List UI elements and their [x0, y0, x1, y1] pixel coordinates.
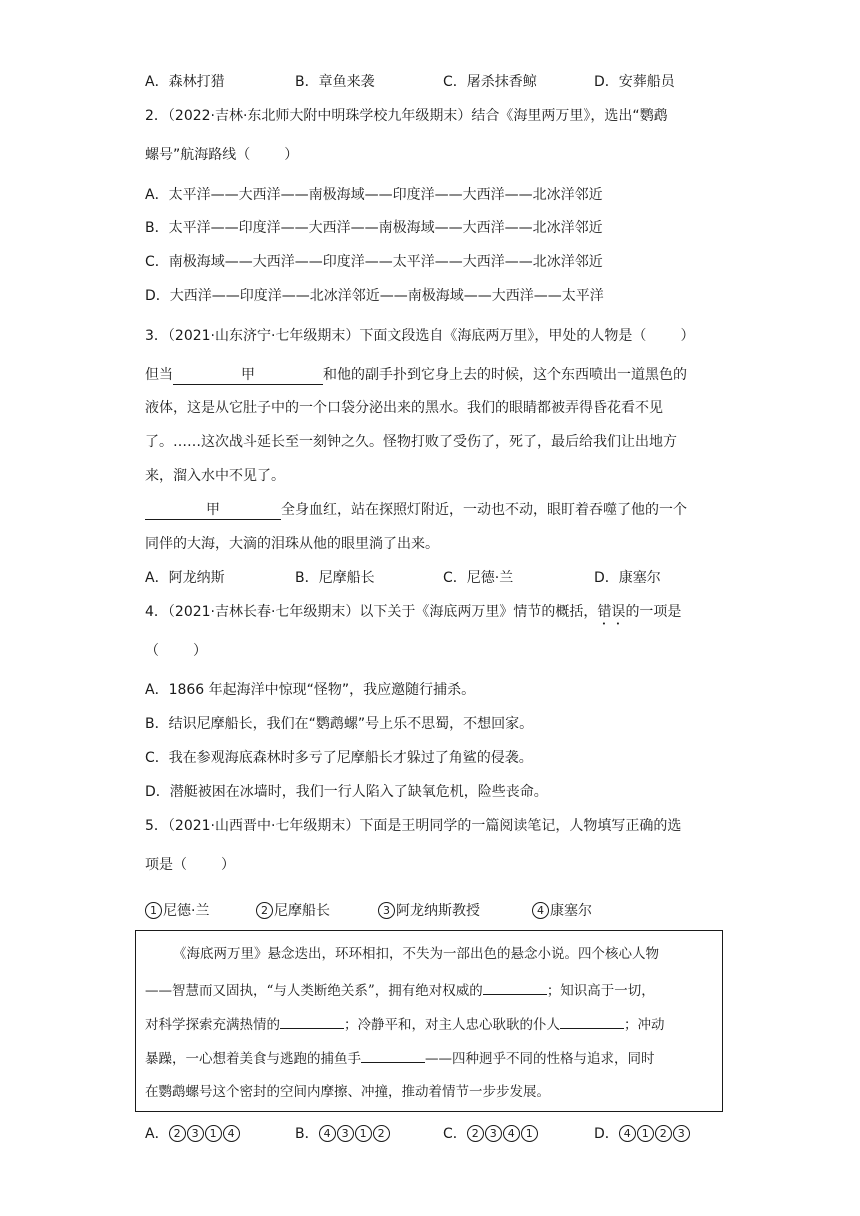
person-name: 尼德·兰	[163, 903, 210, 919]
q5-person-1	[145, 901, 209, 921]
q5-option-d	[594, 1124, 691, 1144]
q5-option-c	[443, 1124, 539, 1144]
q3-passage-line5	[145, 500, 687, 520]
q3-passage-line1	[145, 365, 687, 385]
note-blank-4	[361, 1048, 425, 1063]
circled-number-4: 4	[532, 902, 549, 919]
note-l3-b: ；冷静平和，对主人忠心耿耿的仆人	[344, 1017, 560, 1033]
circled-number: 3	[673, 1125, 690, 1142]
q4-stem	[145, 602, 681, 628]
note-line4	[145, 1048, 655, 1069]
q4-answer-paren	[145, 641, 207, 661]
q3-passage-line4: 来，溜入水中不见了。	[145, 468, 285, 484]
circled-number: 1	[637, 1125, 654, 1142]
q3-option-a: A．阿龙纳斯	[145, 570, 225, 586]
q3-blank-1: 甲	[173, 366, 323, 385]
q1-option-d: D．安葬船员	[594, 74, 675, 90]
q4-option-a: A．1866 年起海洋中惊现“怪物”，我应邀随行捕杀。	[145, 682, 476, 698]
q3-passage-line2: 液体，这是从它肚子中的一个口袋分泌出来的黑水。我们的眼睛都被弄得昏花看不见	[145, 400, 663, 416]
note-l4-b: ——四种迥乎不同的性格与追求，同时	[425, 1051, 655, 1067]
note-line5: 在鹦鹉螺号这个密封的空间内摩擦、冲撞，推动着情节一步步发展。	[145, 1084, 550, 1100]
person-name: 阿龙纳斯教授	[396, 903, 480, 919]
q2-option-b: B．太平洋——印度洋——大西洋——南极海域——大西洋——北冰洋邻近	[145, 220, 603, 236]
q2-option-c: C．南极海域——大西洋——印度洋——太平洋——大西洋——北冰洋邻近	[145, 254, 603, 270]
circled-number: 2	[373, 1125, 390, 1142]
q4-stem-post: 的一项是	[625, 604, 682, 620]
q5-person-2	[256, 901, 330, 921]
circled-number: 1	[355, 1125, 372, 1142]
q3-stem	[145, 326, 694, 346]
q3-option-b: B．尼摩船长	[295, 570, 375, 586]
circled-number: 2	[467, 1125, 484, 1142]
note-l3-c: ；冲动	[624, 1017, 665, 1033]
circled-number-1: 1	[145, 902, 162, 919]
note-l4-a: 暴躁，一心想着美食与逃跑的捕鱼手	[145, 1051, 361, 1067]
circled-number: 3	[337, 1125, 354, 1142]
q3-stem-text: 3．（2021·山东济宁·七年级期末）下面文段选自《海底两万里》，甲处的人物是（	[145, 328, 647, 344]
q3-option-d: D．康塞尔	[594, 570, 661, 586]
q2-stem-text: 螺号”航海路线（	[145, 147, 251, 163]
circled-number: 4	[503, 1125, 520, 1142]
q4-stem-emphasis: 错误	[597, 604, 626, 620]
q1-option-c: C．屠杀抹香鲸	[443, 74, 537, 90]
circled-number: 2	[655, 1125, 672, 1142]
q4-option-c: C．我在参观海底森林时多亏了尼摩船长才躲过了角鲨的侵袭。	[145, 750, 533, 766]
note-line1: 《海底两万里》悬念迭出，环环相扣，不失为一部出色的悬念小说。四个核心人物	[173, 946, 659, 962]
circled-number: 2	[169, 1125, 186, 1142]
q3-passage-line6: 同伴的大海，大滴的泪珠从他的眼里淌了出来。	[145, 536, 439, 552]
q4-stem-pre: 4．（2021·吉林长春·七年级期末）以下关于《海底两万里》情节的概括，	[145, 604, 598, 620]
q3-p5-post: 全身血红，站在探照灯附近，一动也不动，眼盯着吞噬了他的一个	[281, 502, 687, 518]
note-line2	[145, 980, 655, 1001]
option-letter: C．	[443, 1126, 467, 1142]
option-letter: A．	[145, 1126, 169, 1142]
q4-option-d: D．潜艇被困在冰墙时，我们一行人陷入了缺氧危机，险些丧命。	[145, 784, 548, 800]
q5-option-a	[145, 1124, 241, 1144]
q5-option-b	[295, 1124, 391, 1144]
q5-person-3	[378, 901, 480, 921]
note-l3-a: 对科学探索充满热情的	[145, 1017, 280, 1033]
circled-number: 4	[319, 1125, 336, 1142]
circled-number-2: 2	[256, 902, 273, 919]
q3-passage-line3: 了。……这次战斗延长至一刻钟之久。怪物打败了受伤了，死了，最后给我们让出地方	[145, 434, 677, 450]
q5-stem-line2	[145, 855, 235, 875]
q4-option-b: B．结识尼摩船长，我们在“鹦鹉螺”号上乐不思蜀，不想回家。	[145, 716, 534, 732]
option-letter: D．	[594, 1126, 619, 1142]
q3-option-c: C．尼德·兰	[443, 570, 514, 586]
circled-number: 4	[223, 1125, 240, 1142]
note-l2-a: ——智慧而又固执，“与人类断绝关系”，拥有绝对权威的	[145, 983, 483, 999]
circled-number: 4	[619, 1125, 636, 1142]
q1-option-a: A．森林打猎	[145, 74, 225, 90]
q4-paren-close: ）	[193, 643, 207, 659]
note-line3	[145, 1014, 665, 1035]
q5-person-4	[532, 901, 592, 921]
q2-stem-line1: 2．（2022·吉林·东北师大附中明珠学校九年级期末）结合《海里两万里》，选出“鹦鹉	[145, 108, 668, 124]
q3-stem-paren-close: ）	[680, 328, 695, 344]
q2-stem-line2	[145, 145, 298, 165]
q5-stem-line1: 5．（2021·山西晋中·七年级期末）下面是王明同学的一篇阅读笔记，人物填写正确的选	[145, 818, 682, 834]
note-blank-2	[280, 1014, 344, 1029]
note-blank-1	[483, 980, 547, 995]
circled-number: 3	[485, 1125, 502, 1142]
circled-number: 3	[187, 1125, 204, 1142]
circled-number: 1	[521, 1125, 538, 1142]
q2-option-a: A．太平洋——大西洋——南极海域——印度洋——大西洋——北冰洋邻近	[145, 187, 603, 203]
q3-blank-2: 甲	[145, 501, 281, 520]
q5-stem-paren-close: ）	[221, 857, 235, 873]
q3-p1-pre: 但当	[145, 367, 173, 383]
circled-number: 1	[205, 1125, 222, 1142]
option-letter: B．	[295, 1126, 319, 1142]
person-name: 康塞尔	[550, 903, 592, 919]
q5-stem-text: 项是（	[145, 857, 187, 873]
q2-option-d: D．大西洋——印度洋——北冰洋邻近——南极海域——大西洋——太平洋	[145, 288, 604, 304]
person-name: 尼摩船长	[274, 903, 330, 919]
q4-paren-open: （	[145, 643, 159, 659]
q1-option-b: B．章鱼来袭	[295, 74, 375, 90]
q2-stem-paren-close: ）	[284, 147, 299, 163]
q3-p1-post: 和他的副手扑到它身上去的时候，这个东西喷出一道黑色的	[323, 367, 687, 383]
note-blank-3	[560, 1014, 624, 1029]
circled-number-3: 3	[378, 902, 395, 919]
note-l2-b: ；知识高于一切，	[546, 983, 655, 999]
